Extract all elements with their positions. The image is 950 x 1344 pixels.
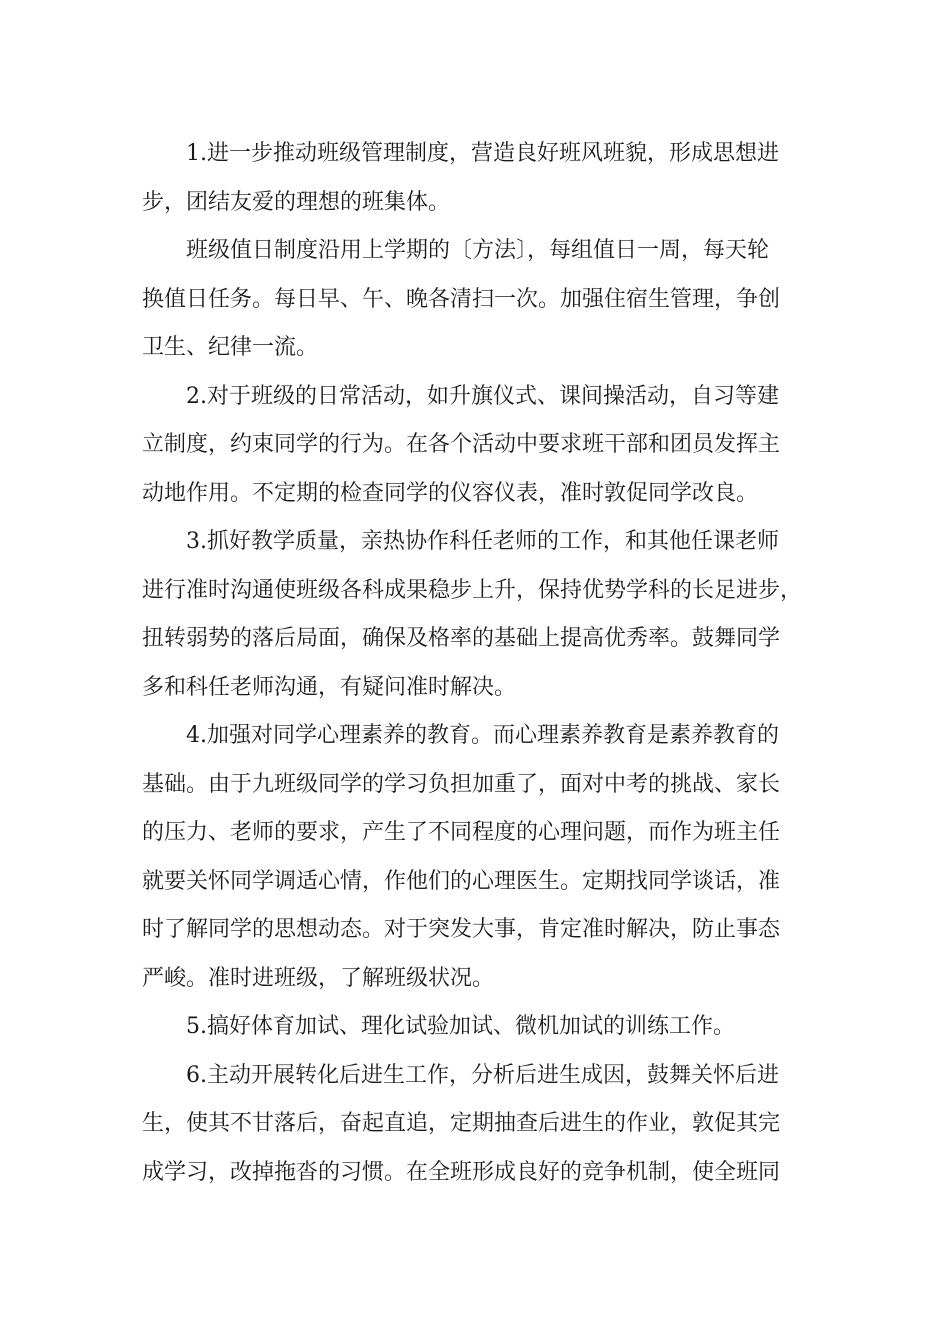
document-body <box>142 130 810 1197</box>
paragraph-7 <box>142 1052 810 1198</box>
text-line: 时了解同学的思想动态。对于突发大事，肯定准时解决，防止事态 <box>142 917 781 942</box>
paragraph-6 <box>142 1003 810 1052</box>
text-line: 生，使其不甘落后，奋起直追，定期抽查后进生的作业，敦促其完 <box>142 1111 781 1136</box>
text-line: 严峻。准时进班级，了解班级状况。 <box>142 965 495 991</box>
text-line: 动地作用。不定期的检查同学的仪容仪表，准时敦促同学改良。 <box>142 480 759 506</box>
text-line: 3.抓好教学质量，亲热协作科任老师的工作，和其他任课老师 <box>186 529 779 554</box>
text-line: 6.主动开展转化后进生工作，分析后进生成因，鼓舞关怀后进 <box>186 1062 779 1088</box>
text-line: 成学习，改掉拖沓的习惯。在全班形成良好的竞争机制，使全班同 <box>142 1159 781 1185</box>
text-line: 进行准时沟通使班级各科成果稳步上升，保持优势学科的长足进步， <box>142 577 803 603</box>
text-line: 卫生、纪律一流。 <box>142 335 319 360</box>
text-line: 班级值日制度沿用上学期的〔方法〕，每组值日一周，每天轮 <box>186 238 770 263</box>
text-line: 多和科任老师沟通，有疑问准时解决。 <box>142 674 517 700</box>
paragraph-3 <box>142 373 810 519</box>
paragraph-5 <box>142 712 810 1003</box>
text-line: 换值日任务。每日早、午、晚各清扫一次。加强住宿生管理，争创 <box>142 286 781 312</box>
text-line: 5.搞好体育加试、理化试验加试、微机加试的训练工作。 <box>186 1014 735 1039</box>
paragraph-2 <box>142 227 810 373</box>
text-line: 步，团结友爱的理想的班集体。 <box>142 189 451 215</box>
text-line: 的压力、老师的要求，产生了不同程度的心理问题，而作为班主任 <box>142 820 781 845</box>
text-line: 就要关怀同学调适心情，作他们的心理医生。定期找同学谈话，准 <box>142 868 781 894</box>
paragraph-1 <box>142 130 810 227</box>
paragraph-4 <box>142 518 810 712</box>
text-line: 4.加强对同学心理素养的教育。而心理素养教育是素养教育的 <box>186 723 779 748</box>
text-line: 立制度，约束同学的行为。在各个活动中要求班干部和团员发挥主 <box>142 432 781 457</box>
text-line: 基础。由于九班级同学的学习负担加重了，面对中考的挑战、家长 <box>142 771 781 797</box>
text-line: 2.对于班级的日常活动，如升旗仪式、课间操活动，自习等建 <box>186 383 779 409</box>
text-line: 1.进一步推动班级管理制度，营造良好班风班貌，形成思想进 <box>186 141 779 166</box>
text-line: 扭转弱势的落后局面，确保及格率的基础上提高优秀率。鼓舞同学 <box>142 626 781 651</box>
